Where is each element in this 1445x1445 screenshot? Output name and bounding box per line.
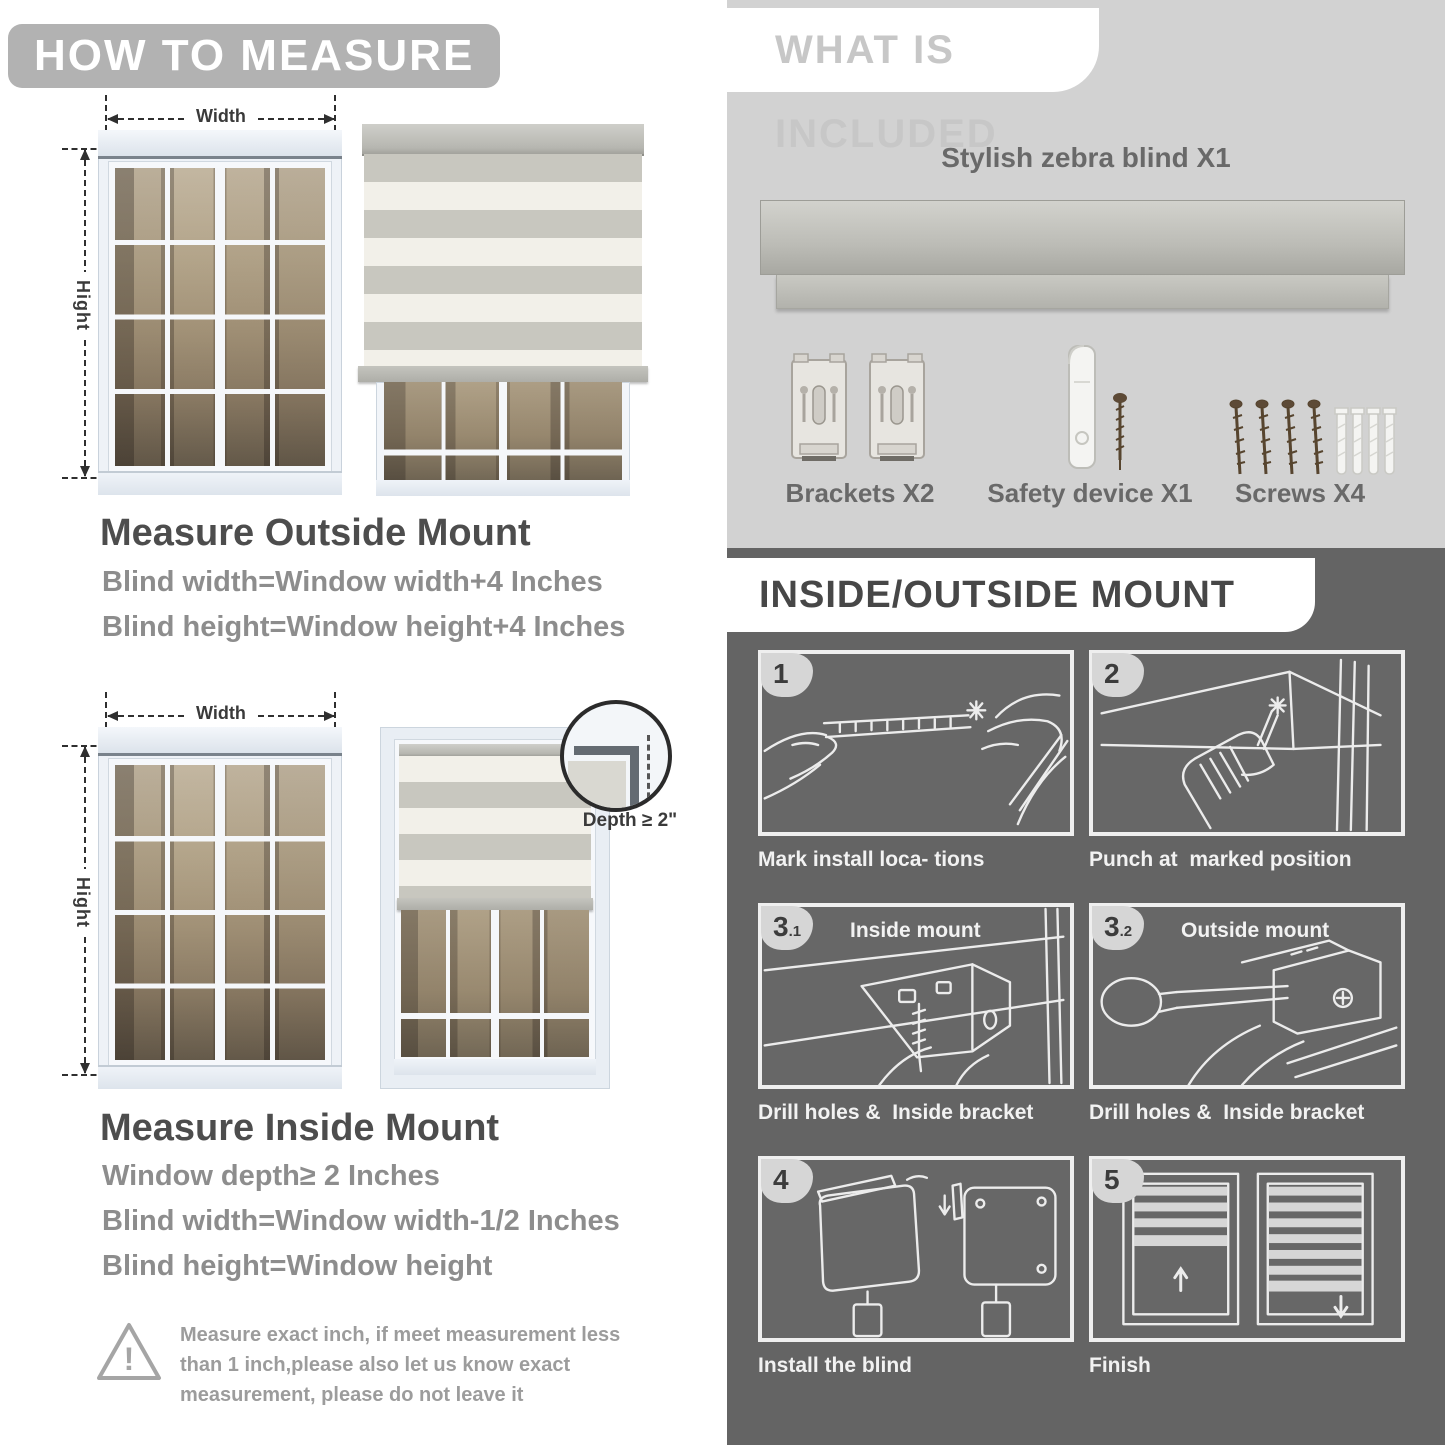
- step4-caption: Install the blind: [758, 1354, 913, 1377]
- outside-mount-line1: Blind width=Window width+4 Inches: [102, 566, 603, 598]
- step5-box: [1089, 1156, 1405, 1342]
- width-arrow-right-icon-2: [324, 711, 335, 721]
- window-casing-2: [98, 727, 342, 756]
- blind-bottom-rail: [358, 366, 648, 382]
- step3-2-box: [1089, 903, 1405, 1089]
- width-label-inside: Width: [188, 703, 254, 724]
- width-arrow-left-icon: [107, 114, 118, 124]
- window-body-2: [108, 758, 332, 1067]
- warning-triangle-icon: [95, 1320, 163, 1384]
- product-label: Stylish zebra blind X1: [941, 142, 1231, 173]
- window-panes: [115, 168, 325, 466]
- window-photo-inside: [98, 727, 342, 1089]
- window-casing: [98, 130, 342, 159]
- inside-window-sill: [394, 1059, 596, 1075]
- safety-screw-item: [1112, 392, 1128, 472]
- magnifier-dash-line: [647, 735, 650, 808]
- inside-blind-fabric: [399, 756, 591, 898]
- step3-1-box: [758, 903, 1074, 1089]
- step1-number: 1: [773, 658, 789, 689]
- step2-number: 2: [1104, 658, 1120, 689]
- step3-1-title: Inside mount: [850, 919, 981, 942]
- window-fragment-panes: [384, 382, 622, 480]
- height-arrow-up-icon: [80, 149, 90, 160]
- window-fragment: [376, 382, 630, 496]
- anchors-item: [1334, 404, 1398, 482]
- inside-window-panes: [401, 910, 589, 1057]
- step3-1-subnumber: .1: [788, 923, 802, 940]
- step3-2-subnumber: .2: [1119, 923, 1133, 940]
- step2-caption: Punch at marked position: [1089, 848, 1352, 871]
- bracket-item-2: [866, 352, 928, 472]
- depth-label: Depth ≥ 2": [582, 810, 678, 831]
- how-to-measure-header: HOW TO MEASURE: [8, 24, 500, 88]
- inside-mount-heading: Measure Inside Mount: [100, 1107, 500, 1149]
- safety-device-label: Safety device X1: [987, 478, 1193, 508]
- screws-item: [1226, 398, 1326, 484]
- zebra-blind-outside-figure: [362, 124, 644, 496]
- magnifier-corner-vertical: [630, 746, 639, 808]
- width-label-outside: Width: [188, 106, 254, 127]
- outside-mount-heading: Measure Outside Mount: [100, 512, 531, 554]
- height-arrow-down-icon: [80, 466, 90, 477]
- inside-outside-mount-header: INSIDE/OUTSIDE MOUNT: [727, 558, 1315, 632]
- step3-1-number: 3: [773, 911, 789, 942]
- inside-window-frame: [394, 739, 596, 1075]
- depth-magnifier: [560, 700, 672, 812]
- window-body: [108, 161, 332, 473]
- inside-blind-bottom-rail: [397, 898, 593, 910]
- outside-mount-line2: Blind height=Window height+4 Inches: [102, 611, 626, 643]
- screws-label: Screws X4: [1234, 478, 1366, 508]
- step3-2-number: 3: [1104, 911, 1120, 942]
- window-panes-2: [115, 765, 325, 1060]
- step5-caption: Finish: [1089, 1354, 1151, 1377]
- step3-1-caption: Drill holes & Inside bracket: [758, 1101, 1034, 1124]
- inside-mount-line3: Blind height=Window height: [102, 1250, 493, 1282]
- width-arrow-left-icon-2: [107, 711, 118, 721]
- window-sill: [98, 471, 342, 495]
- inside-mount-line1: Window depth≥ 2 Inches: [102, 1160, 440, 1192]
- blind-headrail: [362, 124, 644, 156]
- window-photo-outside: [98, 130, 342, 495]
- safety-device-item: [1060, 342, 1104, 474]
- step3-2-caption: Drill holes & Inside bracket: [1089, 1101, 1365, 1124]
- step4-number: 4: [773, 1164, 789, 1195]
- brackets-label: Brackets X2: [785, 478, 935, 508]
- what-is-included-header: WHAT IS INCLUDED: [727, 8, 1099, 92]
- blind-headrail-product: [760, 200, 1405, 275]
- height-arrow-down-icon-2: [80, 1063, 90, 1074]
- blind-fabric: [364, 154, 642, 366]
- step1-caption: Mark install loca- tions: [758, 848, 985, 871]
- step5-number: 5: [1104, 1164, 1120, 1195]
- window-sill-2: [98, 1065, 342, 1089]
- blind-headrail-lip: [776, 275, 1389, 309]
- window-fragment-sill: [376, 480, 630, 496]
- height-arrow-up-icon-2: [80, 746, 90, 757]
- inside-mount-line2: Blind width=Window width-1/2 Inches: [102, 1205, 620, 1237]
- step4-box: [758, 1156, 1074, 1342]
- step1-box: [758, 650, 1074, 836]
- height-label-inside: Hight: [72, 869, 93, 936]
- svg-text:!: !: [123, 1341, 135, 1377]
- width-arrow-right-icon: [324, 114, 335, 124]
- step2-box: [1089, 650, 1405, 836]
- magnifier-fabric-corner: [568, 761, 626, 808]
- warning-text: Measure exact inch, if meet measurement less than 1 inch,please also let us know exact measurement, please do not leave it: [180, 1324, 621, 1406]
- height-label-outside: Hight: [72, 272, 93, 339]
- step3-2-title: Outside mount: [1181, 919, 1330, 942]
- bracket-item-1: [788, 352, 850, 472]
